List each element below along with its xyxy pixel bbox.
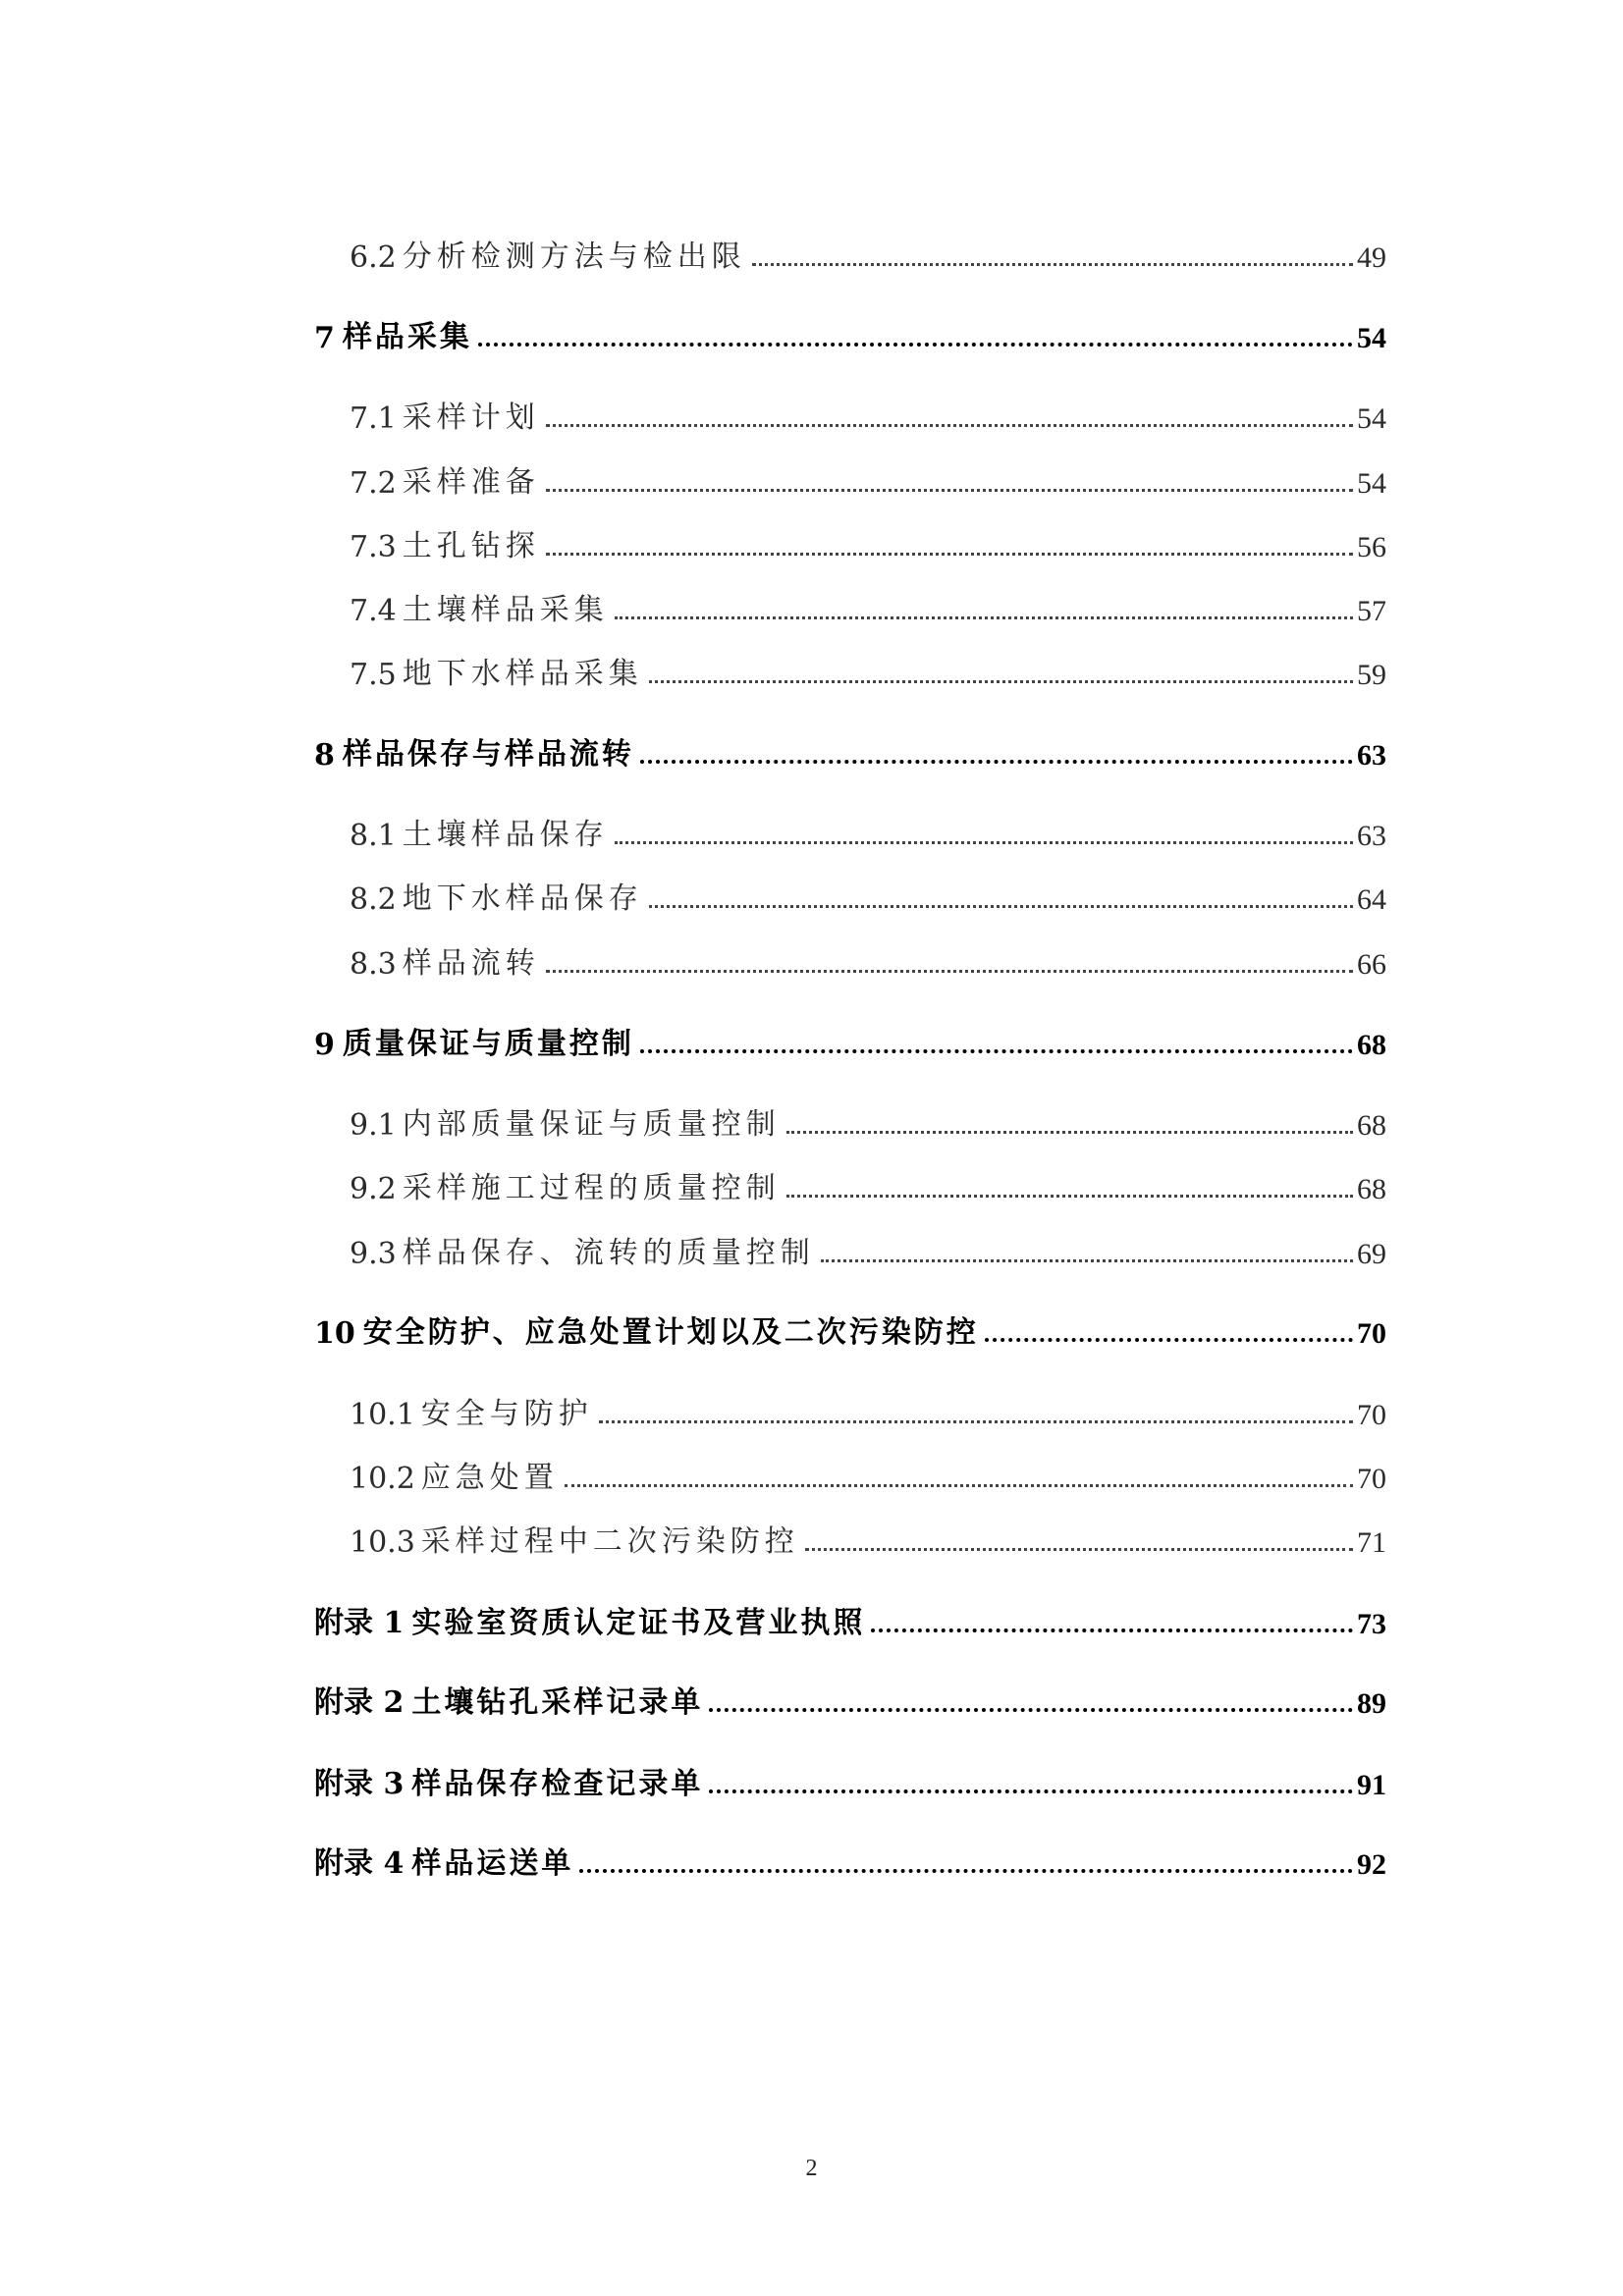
dot-leader bbox=[615, 841, 1353, 844]
toc-entry-number: 附录 3 bbox=[314, 1767, 405, 1801]
toc-entry-title: 安全防护、应急处置计划以及二次污染防控 bbox=[362, 1315, 979, 1350]
toc-entry-title: 土壤钻孔采样记录单 bbox=[411, 1685, 704, 1720]
dot-leader bbox=[579, 1869, 1353, 1873]
toc-entry-page: 63 bbox=[1357, 820, 1386, 852]
toc-entry-page: 64 bbox=[1357, 883, 1386, 916]
dot-leader bbox=[599, 1420, 1353, 1423]
toc-entry-title: 样品保存与样品流转 bbox=[342, 737, 634, 772]
toc-entry-page: 69 bbox=[1357, 1238, 1386, 1270]
toc-entry-7-1[interactable] bbox=[350, 387, 1386, 436]
toc-entry-number: 附录 4 bbox=[314, 1846, 405, 1881]
toc-entry-7-5[interactable] bbox=[350, 643, 1386, 692]
toc-entry-page: 54 bbox=[1357, 322, 1386, 354]
toc-entry-title: 样品保存、流转的质量控制 bbox=[402, 1236, 815, 1270]
toc-entry-page: 92 bbox=[1357, 1848, 1386, 1881]
toc-entry-number: 9.2 bbox=[350, 1172, 397, 1206]
toc-entry-number: 7.1 bbox=[350, 401, 397, 436]
toc-entry-page: 57 bbox=[1357, 595, 1386, 627]
dot-leader bbox=[871, 1629, 1353, 1632]
toc-entry-9-1[interactable] bbox=[350, 1094, 1386, 1143]
toc-entry-title: 安全与防护 bbox=[420, 1397, 593, 1431]
toc-entry-title: 采样过程中二次污染防控 bbox=[420, 1524, 799, 1559]
dot-leader bbox=[478, 343, 1353, 347]
dot-leader bbox=[752, 263, 1353, 266]
toc-entry-page: 91 bbox=[1357, 1769, 1386, 1801]
toc-entry-7-3[interactable] bbox=[350, 515, 1386, 564]
toc-entry-title: 内部质量保证与质量控制 bbox=[402, 1107, 781, 1142]
dot-leader bbox=[985, 1338, 1353, 1342]
toc-entry-page: 70 bbox=[1357, 1317, 1386, 1350]
toc-entry-6-2[interactable] bbox=[350, 226, 1386, 275]
toc-entry-number: 10 bbox=[314, 1316, 355, 1351]
dot-leader bbox=[821, 1259, 1353, 1262]
toc-entry-title: 采样计划 bbox=[402, 400, 540, 435]
toc-entry-number: 10.3 bbox=[350, 1525, 415, 1560]
toc-entry-appendix-3[interactable] bbox=[314, 1753, 1386, 1802]
toc-entry-number: 附录 1 bbox=[314, 1606, 405, 1640]
toc-entry-number: 9.1 bbox=[350, 1108, 397, 1143]
toc-entry-number: 7 bbox=[314, 321, 335, 355]
toc-entry-10-1[interactable] bbox=[350, 1383, 1386, 1432]
toc-entry-page: 68 bbox=[1357, 1173, 1386, 1205]
toc-entry-8-1[interactable] bbox=[350, 804, 1386, 853]
toc-entry-number: 7.4 bbox=[350, 594, 397, 628]
toc-entry-8-3[interactable] bbox=[350, 933, 1386, 982]
toc-entry-number: 9.3 bbox=[350, 1237, 397, 1271]
dot-leader bbox=[546, 489, 1353, 492]
toc-entry-7-2[interactable] bbox=[350, 452, 1386, 501]
page-number: 2 bbox=[805, 2156, 818, 2181]
dot-leader bbox=[546, 970, 1353, 973]
dot-leader bbox=[786, 1195, 1353, 1198]
toc-entry-number: 10.2 bbox=[350, 1462, 415, 1496]
toc-entry-title: 样品保存检查记录单 bbox=[411, 1767, 704, 1801]
toc-entry-8-2[interactable] bbox=[350, 868, 1386, 917]
toc-entry-number: 6.2 bbox=[350, 240, 397, 275]
toc-entry-number: 9 bbox=[314, 1028, 335, 1062]
toc-entry-number: 8.2 bbox=[350, 882, 397, 917]
toc-entry-page: 63 bbox=[1357, 739, 1386, 772]
toc-entry-title: 土壤样品保存 bbox=[402, 818, 609, 852]
dot-leader bbox=[786, 1131, 1353, 1134]
toc-entry-page: 54 bbox=[1357, 467, 1386, 500]
toc-entry-7-4[interactable] bbox=[350, 579, 1386, 628]
toc-entry-title: 质量保证与质量控制 bbox=[342, 1027, 634, 1061]
toc-entry-title: 采样准备 bbox=[402, 465, 540, 500]
toc-entry-number: 7.3 bbox=[350, 530, 397, 564]
toc-entry-page: 49 bbox=[1357, 241, 1386, 274]
dot-leader bbox=[709, 1708, 1353, 1712]
toc-entry-page: 54 bbox=[1357, 402, 1386, 435]
toc-entry-7[interactable] bbox=[314, 306, 1386, 355]
dot-leader bbox=[615, 616, 1353, 619]
toc-entry-appendix-1[interactable] bbox=[314, 1592, 1386, 1641]
toc-entry-title: 实验室资质认定证书及营业执照 bbox=[411, 1606, 866, 1640]
toc-entry-number: 附录 2 bbox=[314, 1685, 405, 1720]
toc-entry-appendix-2[interactable] bbox=[314, 1672, 1386, 1721]
toc-entry-page: 68 bbox=[1357, 1109, 1386, 1142]
toc-entry-10[interactable] bbox=[314, 1302, 1386, 1351]
toc-entry-title: 应急处置 bbox=[420, 1461, 559, 1495]
dot-leader bbox=[649, 905, 1353, 908]
toc-entry-10-2[interactable] bbox=[350, 1447, 1386, 1496]
toc-entry-number: 10.1 bbox=[350, 1398, 415, 1432]
toc-entry-number: 8.1 bbox=[350, 819, 397, 853]
toc-entry-page: 68 bbox=[1357, 1029, 1386, 1061]
toc-entry-page: 56 bbox=[1357, 531, 1386, 563]
toc-entry-appendix-4[interactable] bbox=[314, 1833, 1386, 1882]
toc-entry-page: 66 bbox=[1357, 948, 1386, 981]
toc-entry-9[interactable] bbox=[314, 1013, 1386, 1062]
dot-leader bbox=[546, 424, 1353, 427]
toc-entry-number: 8 bbox=[314, 738, 335, 773]
toc-entry-title: 地下水样品采集 bbox=[402, 657, 643, 691]
toc-entry-title: 分析检测方法与检出限 bbox=[402, 240, 746, 274]
toc-entry-title: 样品运送单 bbox=[411, 1846, 574, 1881]
toc-entry-title: 地下水样品保存 bbox=[402, 881, 643, 916]
toc-entry-number: 8.3 bbox=[350, 947, 397, 982]
dot-leader bbox=[546, 553, 1353, 556]
toc-entry-title: 样品流转 bbox=[402, 946, 540, 981]
dot-leader bbox=[640, 760, 1353, 764]
toc-entry-8[interactable] bbox=[314, 723, 1386, 773]
toc-entry-page: 70 bbox=[1357, 1463, 1386, 1495]
toc-entry-title: 采样施工过程的质量控制 bbox=[402, 1171, 781, 1205]
toc-entry-title: 土孔钻探 bbox=[402, 529, 540, 563]
dot-leader bbox=[709, 1789, 1353, 1793]
toc-entry-page: 59 bbox=[1357, 659, 1386, 691]
toc-entry-number: 7.5 bbox=[350, 658, 397, 692]
toc-entry-9-2[interactable] bbox=[350, 1157, 1386, 1206]
toc-entry-title: 土壤样品采集 bbox=[402, 593, 609, 627]
dot-leader bbox=[805, 1548, 1353, 1551]
toc-entry-10-3[interactable] bbox=[350, 1511, 1386, 1560]
toc-entry-page: 71 bbox=[1357, 1526, 1386, 1559]
toc-entry-9-3[interactable] bbox=[350, 1222, 1386, 1271]
dot-leader bbox=[649, 680, 1353, 683]
toc-entry-page: 89 bbox=[1357, 1687, 1386, 1720]
dot-leader bbox=[565, 1484, 1353, 1487]
toc-entry-title: 样品采集 bbox=[342, 320, 472, 354]
toc-entry-page: 70 bbox=[1357, 1399, 1386, 1431]
toc-entry-page: 73 bbox=[1357, 1608, 1386, 1640]
dot-leader bbox=[640, 1049, 1353, 1053]
toc-entry-number: 7.2 bbox=[350, 466, 397, 501]
